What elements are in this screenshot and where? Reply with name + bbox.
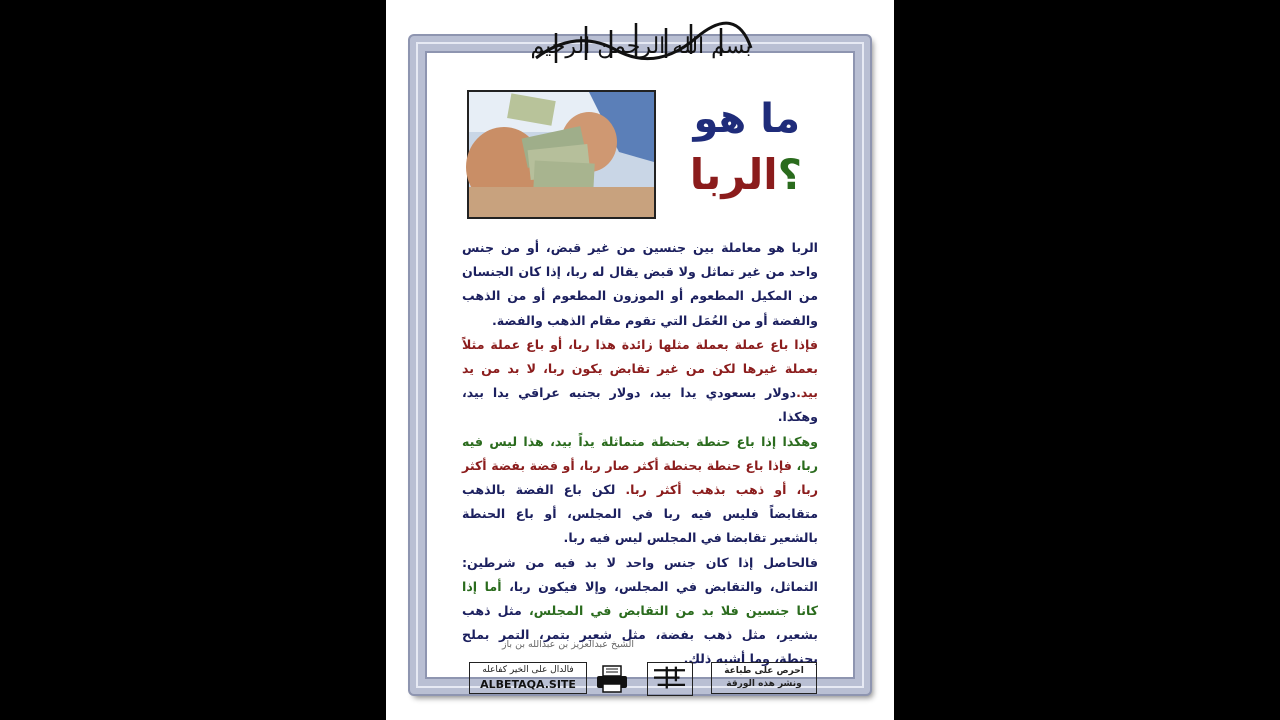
text-run: فإذا باع حنطة بحنطة أكثر صار ربا، أو فضة بفضة أكثر ربا، أو ذهب بذهب أكثر ربا. — [462, 457, 819, 498]
article-paragraph — [462, 430, 818, 551]
footer-saying: فالدال على الخير كفاعله — [482, 665, 574, 675]
question-mark: ؟ — [777, 150, 802, 199]
text-run: فإذا باع عملة بعملة مثلها زائدة هذا ربا، أو باع عملة مثلاً بعملة غيرها لكن من غير تقابض يكون ربا، لا بد من يد بيد. — [462, 336, 818, 401]
footer-bar — [469, 662, 817, 696]
article-paragraph — [462, 236, 818, 333]
print-note-line1: احرص على طباعة — [724, 666, 804, 676]
text-run: أما إذا كانا جنسين فلا بد من التقابض في المجلس، — [462, 578, 819, 619]
dawah-logo-icon — [647, 662, 693, 696]
title-line-1: ما هو — [693, 96, 800, 142]
author-credit: الشيخ عبدالعزيز بن عبدالله بن باز — [501, 639, 634, 650]
site-link[interactable]: ALBETAQA.SITE — [480, 678, 576, 691]
text-run: مثل ذهب بشعير، مثل ذهب بفضة، مثل شعير بتمر، التمر بملح بحنطة، وما أشبه ذلك. — [462, 603, 818, 667]
text-run: وهكذا إذا باع حنطة بحنطة متماثلة يداً بيد، هذا ليس فيه ربا، — [462, 433, 818, 473]
printer-icon — [595, 664, 629, 694]
title-line-2 — [680, 150, 802, 199]
text-run: دولار بسعودي يدا بيد، دولار بجنيه عراقي يدا بيد، وهكذا. — [462, 385, 818, 425]
title-word: الربا — [689, 150, 778, 199]
basmala-calligraphy — [516, 8, 766, 78]
text-run: فالحاصل إذا كان جنس واحد لا بد فيه من شرطين: التماثل، والتقابض في المجلس، وإلا فيكون ربا، — [462, 554, 818, 594]
text-run: الربا هو معاملة بين جنسين من غير قبض، أو من جنس واحد من غير تماثل ولا قبض يقال له ربا، إذا كان الجنسان من المكيل المطعوم أو الموزون المطعوم أو من الذهب والفضة أو من العُمَل التي تقوم مقام الذهب والفضة. — [462, 240, 818, 328]
print-note-line2: ونشر هذه الورقة — [726, 679, 802, 689]
text-run: لكن باع الفضة بالذهب متقابضاً فليس فيه ربا في المجلس، أو باع الحنطة بالشعير تقابضا في المجلس ليس فيه ربا. — [462, 482, 818, 546]
svg-text:بسم الله الرحمن الرحيم: بسم الله الرحمن الرحيم — [530, 34, 752, 59]
article-paragraph — [462, 551, 818, 672]
site-box — [469, 662, 587, 694]
money-hands-photo — [467, 90, 656, 219]
article-paragraph — [462, 333, 818, 430]
print-note-box — [711, 662, 817, 694]
